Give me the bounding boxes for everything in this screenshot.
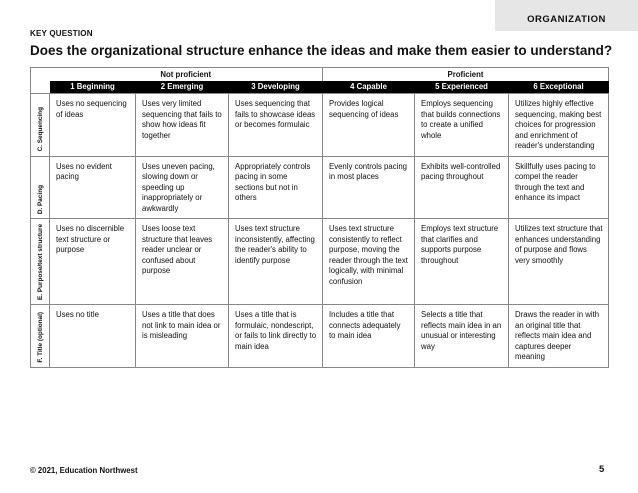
rubric-cell: Uses very limited sequencing that fails to show how ideas fit together [136,94,229,157]
row-label-title [31,305,50,368]
copyright: © 2021, Education Northwest [30,466,138,475]
level-header: 5 Experienced [415,81,509,94]
rubric-cell: Draws the reader in with an original title that reflects main idea and captures deeper meaning [509,305,609,368]
rubric-cell: Evenly controls pacing in most places [323,156,415,219]
rubric-cell: Provides logical sequencing of ideas [323,94,415,157]
row-label-purpose [31,219,50,305]
rubric-cell: Uses uneven pacing, slowing down or speeding up inappropriately or awkwardly [136,156,229,219]
rubric-cell: Appropriately controls pacing in some sections but not in others [229,156,323,219]
level-header: 4 Capable [323,81,415,94]
rubric-cell: Includes a title that connects adequately to main idea [323,305,415,368]
page-number: 5 [599,464,605,475]
row-label-text: E. Purpose/text structure [36,224,44,300]
page-title: Does the organizational structure enhance the ideas and make them easier to understand? [30,43,613,58]
table-row [31,156,609,219]
row-label-text: C. Sequencing [36,107,44,152]
level-header: 6 Exceptional [509,81,609,94]
section-label: ORGANIZATION [527,14,606,25]
rubric-cell: Selects a title that reflects main idea in an unusual or interesting way [415,305,509,368]
section-tab [495,0,638,31]
rubric-cell: Uses no evident pacing [50,156,136,219]
rubric-cell: Employs sequencing that builds connections to create a unified whole [415,94,509,157]
table-row [31,219,609,305]
rubric-cell: Uses no discernible text structure or purpose [50,219,136,305]
rubric-table [30,67,609,368]
kicker: KEY QUESTION [30,29,93,38]
proficiency-group-row [31,68,609,81]
table-row [31,94,609,157]
rubric-cell: Skillfully uses pacing to compel the reader through the text and enhance its impact [509,156,609,219]
level-header: 1 Beginning [50,81,136,94]
group-not-proficient: Not proficient [50,68,323,81]
rubric-cell: Uses a title that does not link to main idea or is misleading [136,305,229,368]
rubric-cell: Uses no sequencing of ideas [50,94,136,157]
rubric-cell: Uses text structure consistently to reflect purpose, moving the reader through the text logically, with minimal confusion [323,219,415,305]
rubric-cell: Utilizes text structure that enhances understanding of purpose and flows very smoothly [509,219,609,305]
row-label-text: F. Title (optional) [36,311,44,363]
rubric-cell: Employs text structure that clarifies and supports purpose throughout [415,219,509,305]
level-header-row [31,81,609,94]
rubric-cell: Uses a title that is formulaic, nondescript, or fails to link directly to main idea [229,305,323,368]
rubric-cell: Uses loose text structure that leaves reader unclear or confused about purpose [136,219,229,305]
level-header: 3 Developing [229,81,323,94]
group-proficient: Proficient [323,68,609,81]
row-label-pacing [31,156,50,219]
rubric-cell: Exhibits well-controlled pacing throughout [415,156,509,219]
rubric-cell: Uses sequencing that fails to showcase ideas or becomes formulaic [229,94,323,157]
row-label-text: D. Pacing [36,184,44,214]
rubric-cell: Uses no title [50,305,136,368]
level-header: 2 Emerging [136,81,229,94]
rubric-cell: Uses text structure inconsistently, affecting the reader's ability to identify purpose [229,219,323,305]
rubric-cell: Utilizes highly effective sequencing, making best choices for progression and enrichment of reader's understanding [509,94,609,157]
table-row [31,305,609,368]
row-label-sequencing [31,94,50,157]
